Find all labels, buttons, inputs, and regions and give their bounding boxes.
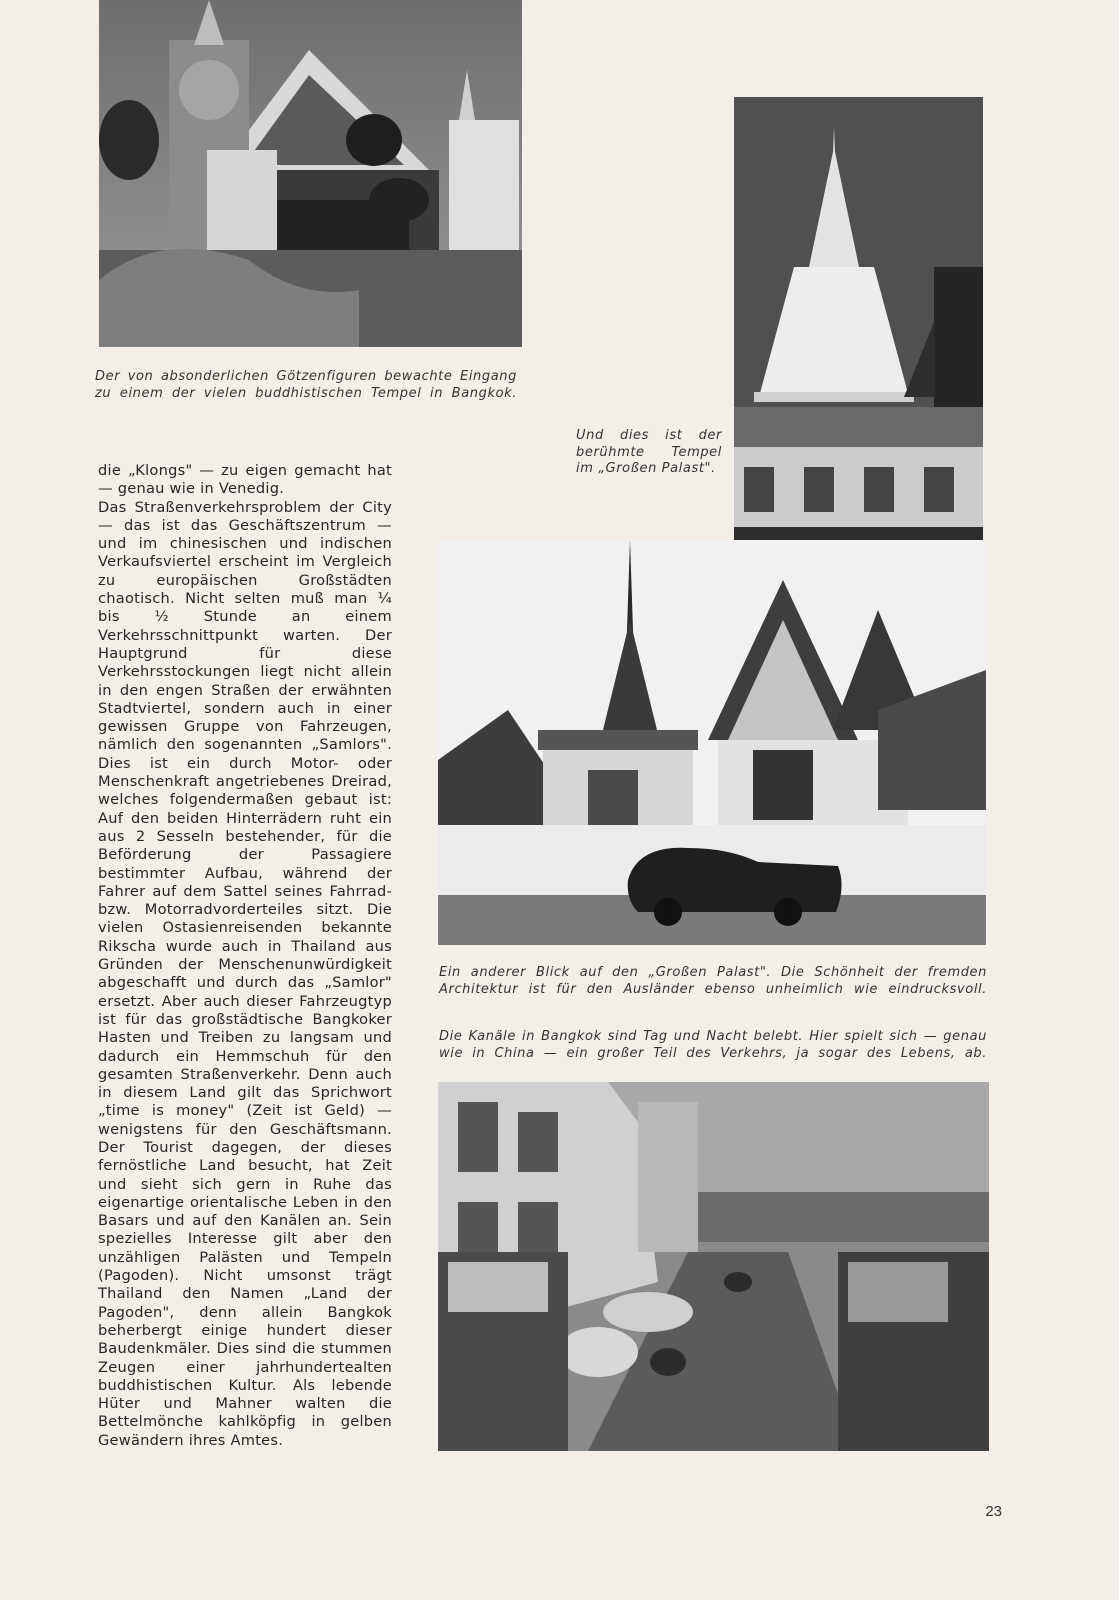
page-number: 23 xyxy=(985,1503,1002,1520)
article-paragraph-1: die „Klongs" — zu eigen gemacht hat — genau wie in Venedig. xyxy=(98,462,392,498)
caption-temple-guardians: Der von absonderlichen Götzenfiguren bewachte Eingang zu einem der vielen buddhistischen Tempel in Bangkok. xyxy=(95,369,517,401)
photo-grand-palace xyxy=(438,540,986,945)
photo-canals xyxy=(438,1082,989,1451)
article-paragraph-2: Das Straßenverkehrsproblem der City — das ist das Geschäftszentrum — und im chinesischen und indischen Verkaufsviertel erscheint im Vergleich zu europäischen Großstädten chaotisch. Nicht selten muß man ¼ bis ½ Stunde an einem Verkehrsschnittpunkt warten. Der Hauptgrund für diese Verkehrsstockungen liegt nicht allein in den engen Straßen der erwähnten Stadtviertel, sondern auch in einer gewissen Gruppe von Fahrzeugen, nämlich den sogenannten „Samlors". Dies ist ein durch Motor- oder Menschenkraft angetriebenes Dreirad, welches folgendermaßen gebaut ist: Auf den beiden Hinterrädern ruht ein aus 2 Sesseln bestehender, für die Beförderung der Passagiere bestimmter Aufbau, während der Fahrer auf dem Sattel seines Fahrrad- bzw. Motorradvorderteiles sitzt. Die vielen Ostasienreisenden bekannte Rikscha wurde auch in Thailand aus Gründen der Menschenunwürdigkeit abgeschafft und durch das „Samlor" ersetzt. Aber auch dieser Fahrzeugtyp ist für das großstädtische Bangkoker Hasten und Treiben zu langsam und dadurch ein Hemmschuh für den gesamten Straßenverkehr. Denn auch in diesem Land gilt das Sprichwort „time is money" (Zeit ist Geld) — wenigstens für den Geschäftsmann. Der Tourist dagegen, der dieses fernöstliche Land besucht, hat Zeit und sieht sich gern in Ruhe das eigenartige orientalische Leben in den Basars und auf den Kanälen an. Sein spezielles Interesse gilt aber den unzähligen Palästen und Tempeln (Pagoden). Nicht umsonst trägt Thailand den Namen „Land der Pagoden", denn allein Bangkok beherbergt einige hundert dieser Baudenkmäler. Dies sind die stummen Zeugen einer jahrhundertealten buddhistischen Kultur. Als lebende Hüter und Mahner walten die Bettelmönche kahlköpfig in gelben Gewändern ihres Amtes. xyxy=(98,498,392,1449)
caption-canals: Die Kanäle in Bangkok sind Tag und Nacht belebt. Hier spielt sich — genau wie in China — ein großer Teil des Verkehrs, ja sogar des Lebens, ab. xyxy=(439,1029,987,1061)
temple-guardians-illustration xyxy=(99,0,522,347)
caption-chedi: Und dies ist der berühmte Tempel im „Großen Palast". xyxy=(576,428,722,476)
grand-palace-illustration xyxy=(438,540,986,945)
photo-temple-guardians xyxy=(99,0,522,347)
chedi-illustration xyxy=(734,97,983,568)
photo-chedi xyxy=(734,97,983,568)
caption-grand-palace: Ein anderer Blick auf den „Großen Palast". Die Schönheit der fremden Architektur ist für den Ausländer ebenso unheimlich wie eindrucksvoll. xyxy=(439,965,987,997)
canals-illustration xyxy=(438,1082,989,1451)
article-body xyxy=(98,462,392,1450)
